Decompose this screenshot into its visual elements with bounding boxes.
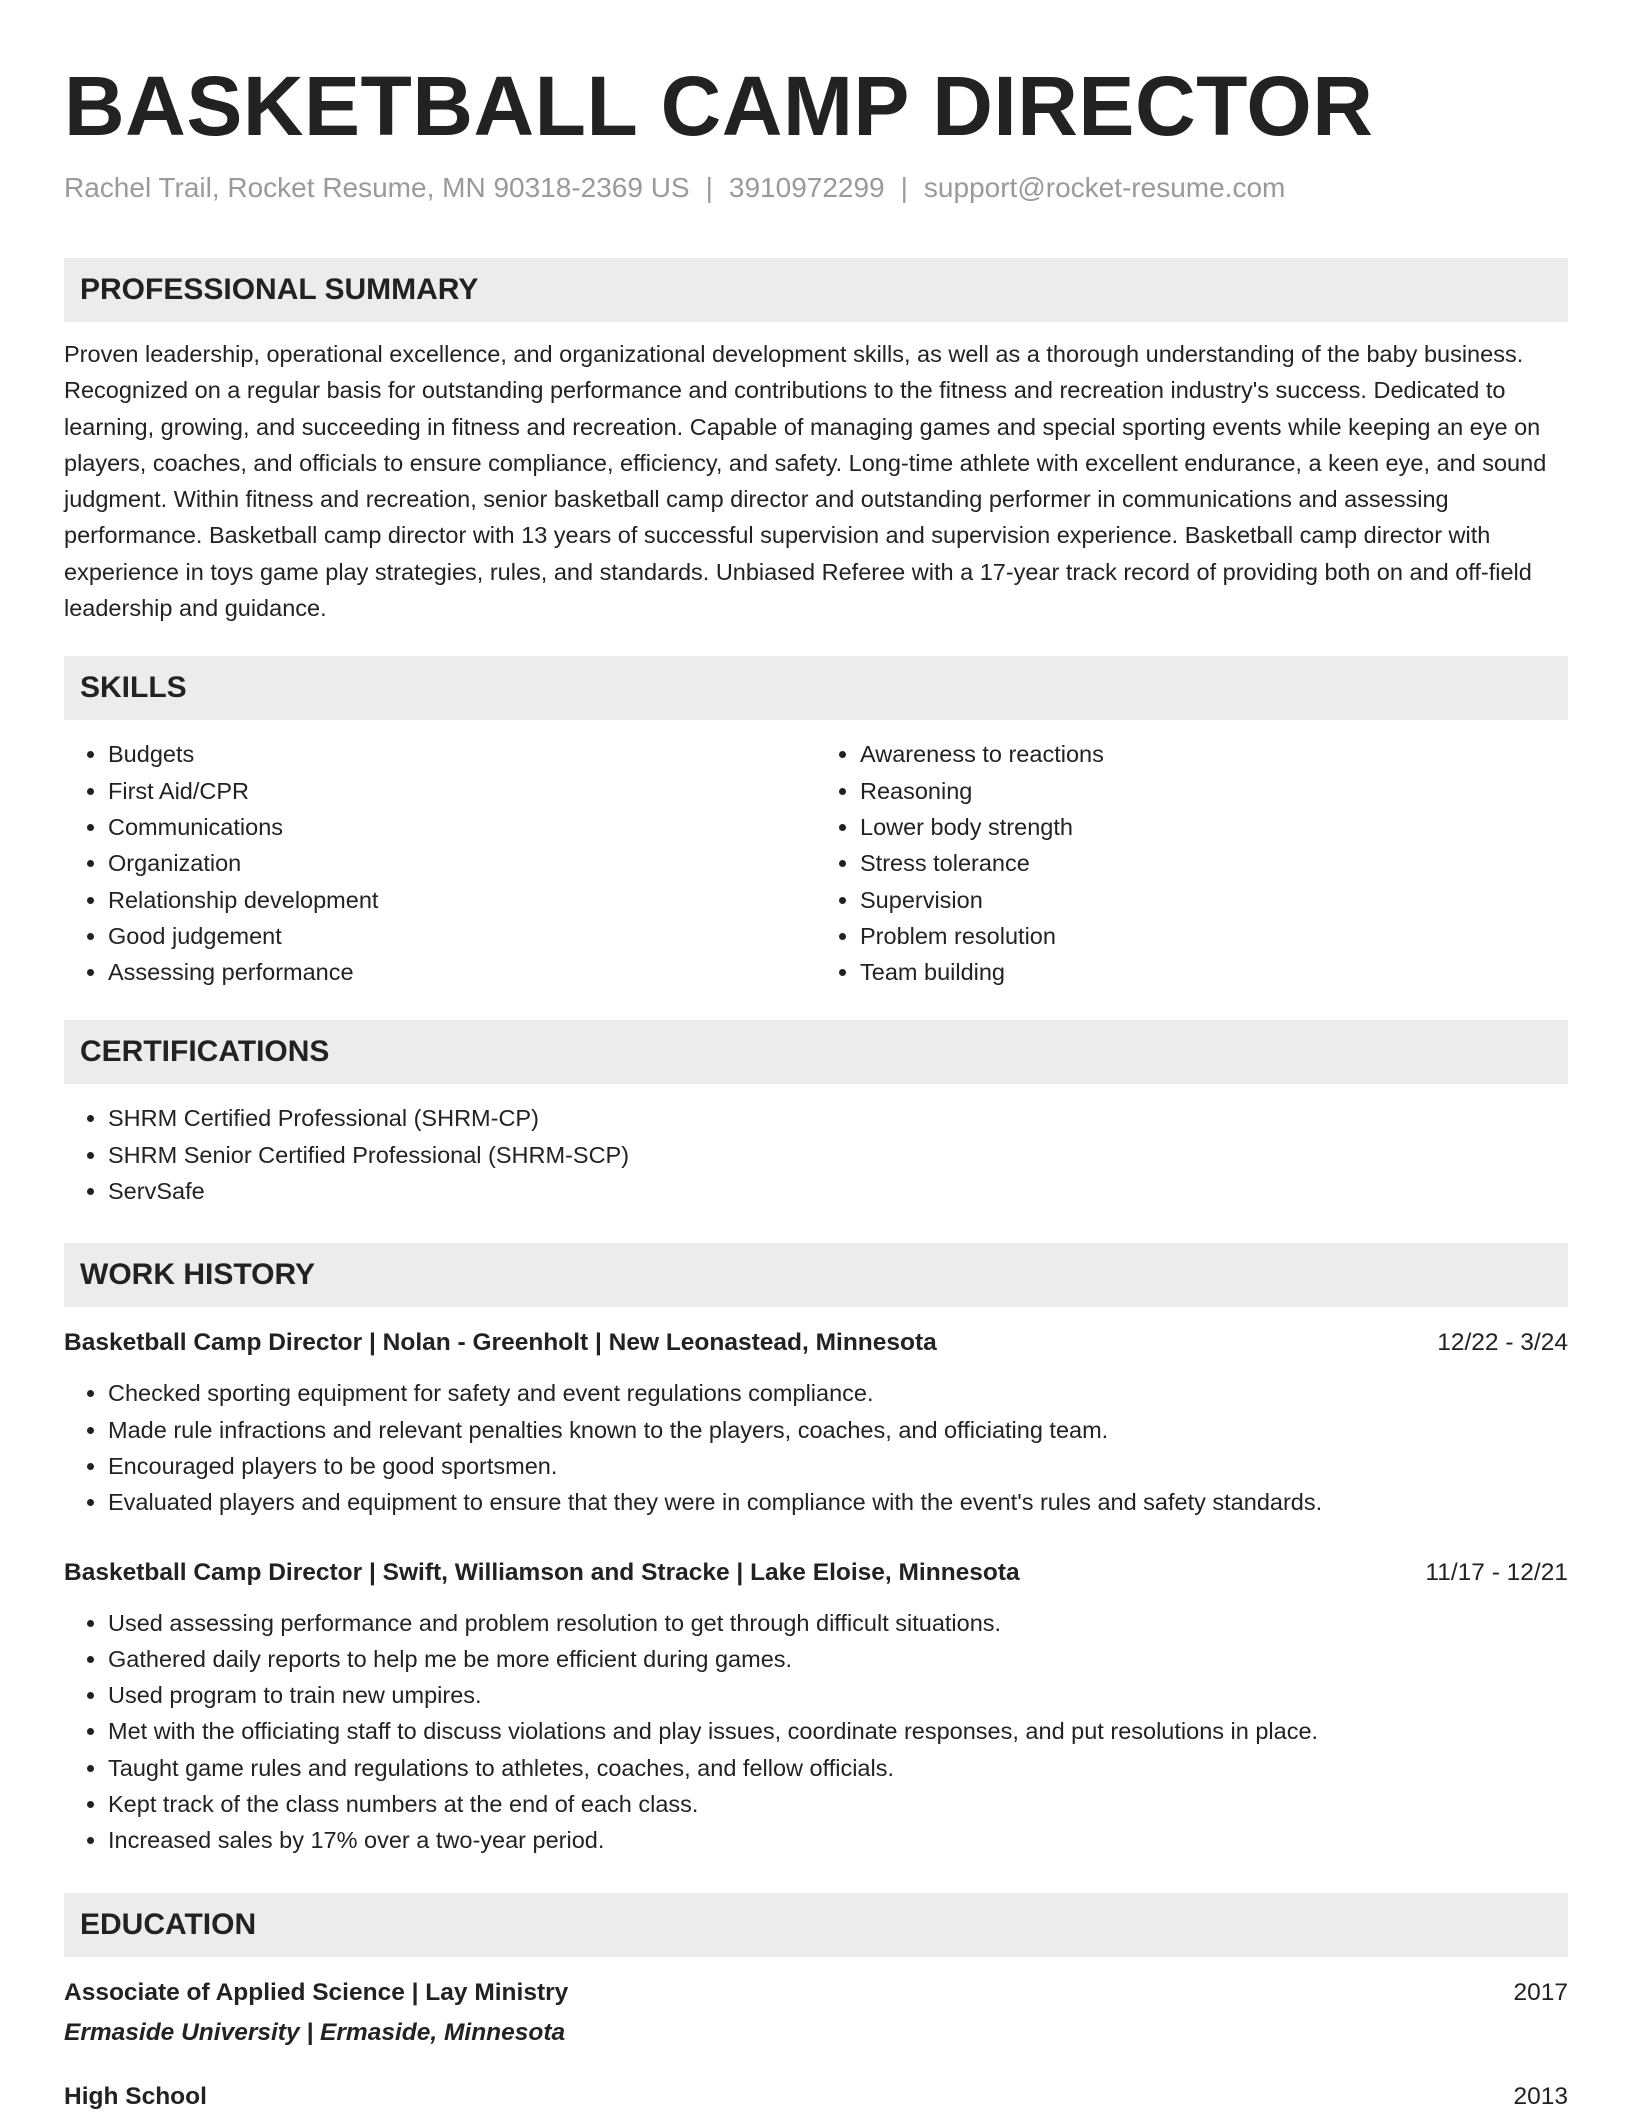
skill-item: • Good judgement: [108, 918, 816, 954]
contact-email: support@rocket-resume.com: [923, 172, 1286, 203]
skill-item: • Stress tolerance: [860, 845, 1568, 881]
job-bullet: • Taught game rules and regulations to athletes, coaches, and fellow officials.: [108, 1750, 1568, 1786]
education-year: 2013: [1513, 2082, 1568, 2110]
section-heading-education: EDUCATION: [64, 1893, 1568, 1957]
education-school: Ermaside University | Ermaside, Minnesota: [64, 2018, 566, 2046]
skill-item: • Awareness to reactions: [860, 736, 1568, 772]
section-heading-summary: PROFESSIONAL SUMMARY: [64, 258, 1568, 322]
skill-item: • Relationship development: [108, 882, 816, 918]
contact-address: Rachel Trail, Rocket Resume, MN 90318-2369 US: [64, 172, 690, 203]
job-bullets: [64, 1375, 1568, 1520]
skill-item: • Problem resolution: [860, 918, 1568, 954]
job-dates: 11/17 - 12/21: [1425, 1558, 1568, 1586]
certifications-list: [64, 1100, 1568, 1209]
job-bullet: • Increased sales by 17% over a two-year period.: [108, 1822, 1568, 1858]
skill-item: • Assessing performance: [108, 954, 816, 990]
job-title: Basketball Camp Director | Swift, Williamson and Stracke | Lake Eloise, Minnesota: [64, 1558, 1020, 1586]
section-heading-work-history: WORK HISTORY: [64, 1243, 1568, 1307]
job-dates: 12/22 - 3/24: [1437, 1329, 1568, 1357]
job-header: [64, 1325, 1568, 1361]
job-bullet: • Used assessing performance and problem resolution to get through difficult situations.: [108, 1605, 1568, 1641]
job-bullet: • Gathered daily reports to help me be more efficient during games.: [108, 1641, 1568, 1677]
job-bullets: [64, 1605, 1568, 1859]
job-bullet: • Used program to train new umpires.: [108, 1677, 1568, 1713]
skill-item: • Budgets: [108, 736, 816, 772]
education-header: [64, 2079, 1568, 2115]
job-bullet: • Met with the officiating staff to discuss violations and play issues, coordinate responses, and put resolutions in place.: [108, 1713, 1568, 1749]
job-bullet: • Encouraged players to be good sportsmen.: [108, 1448, 1568, 1484]
skill-item: • Organization: [108, 845, 816, 881]
job-header: [64, 1555, 1568, 1591]
education-degree: High School: [64, 2082, 207, 2110]
job-title: Basketball Camp Director | Nolan - Greenholt | New Leonastead, Minnesota: [64, 1329, 937, 1357]
summary-text: Proven leadership, operational excellence, and organizational development skills, as well as a thorough understanding of the baby business. Recognized on a regular basis for outstanding performance and contributions to the fitness and recreation industry's success. Dedicated to learning, growing, and succeeding in fitness and recreation. Capable of managing games and special sporting events while keeping an eye on players, coaches, and officials to ensure compliance, efficiency, and safety. Long-time athlete with excellent endurance, a keen eye, and sound judgment. Within fitness and recreation, senior basketball camp director and outstanding performer in communications and assessing performance. Basketball camp director with 13 years of successful supervision and supervision experience. Basketball camp director with experience in toys game play strategies, rules, and standards. Unbiased Referee with a 17-year track record of providing both on and off-field leadership and guidance.: [64, 341, 1547, 622]
job-bullet: • Kept track of the class numbers at the end of each class.: [108, 1786, 1568, 1822]
skill-item: • First Aid/CPR: [108, 773, 816, 809]
skill-item: • Communications: [108, 809, 816, 845]
education-header: [64, 1975, 1568, 2011]
contact-phone: 3910972299: [728, 172, 885, 203]
resume-title: BASKETBALL CAMP DIRECTOR: [64, 59, 1374, 153]
skills-columns: [64, 736, 1568, 990]
contact-line: [64, 170, 1568, 206]
education-year: 2017: [1513, 1978, 1568, 2006]
skill-item: • Team building: [860, 954, 1568, 990]
contact-separator: |: [705, 172, 713, 203]
section-heading-certifications: CERTIFICATIONS: [64, 1020, 1568, 1084]
skills-list-right: [816, 736, 1568, 990]
job-bullet: • Made rule infractions and relevant penalties known to the players, coaches, and officiating team.: [108, 1412, 1568, 1448]
contact-separator: |: [900, 172, 908, 203]
skill-item: • Supervision: [860, 882, 1568, 918]
education-degree: Associate of Applied Science | Lay Ministry: [64, 1978, 569, 2006]
job-bullet: • Checked sporting equipment for safety and event regulations compliance.: [108, 1375, 1568, 1411]
skill-item: • Lower body strength: [860, 809, 1568, 845]
section-heading-skills: SKILLS: [64, 656, 1568, 720]
certification-item: • SHRM Senior Certified Professional (SHRM-SCP): [108, 1137, 1568, 1173]
certification-item: • ServSafe: [108, 1173, 1568, 1209]
job-bullet: • Evaluated players and equipment to ensure that they were in compliance with the event's rules and safety standards.: [108, 1484, 1568, 1520]
certification-item: • SHRM Certified Professional (SHRM-CP): [108, 1100, 1568, 1136]
skills-list-left: [64, 736, 816, 990]
skill-item: • Reasoning: [860, 773, 1568, 809]
